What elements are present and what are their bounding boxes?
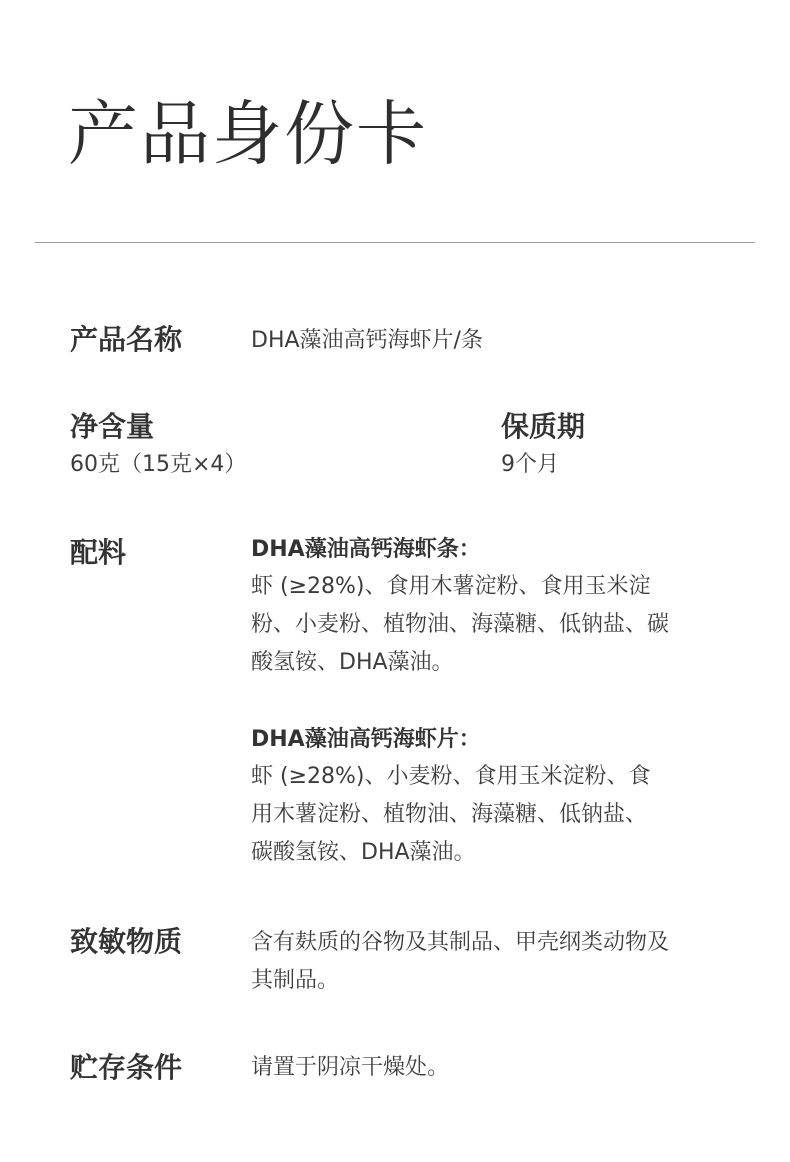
allergens-line: 其制品。 <box>251 968 340 993</box>
ingredients-chip-line: 虾 (≥28%)、小麦粉、食用玉米淀粉、食 <box>251 764 651 789</box>
title-divider <box>35 242 755 243</box>
ingredients-chip-list <box>251 758 651 872</box>
ingredients-strip-line: 粉、小麦粉、植物油、海藻糖、低钠盐、碳 <box>251 612 670 637</box>
ingredients-strip-line: 虾 (≥28%)、食用木薯淀粉、食用玉米淀 <box>251 574 651 599</box>
storage-label: 贮存条件 <box>70 1051 183 1084</box>
product-name-label: 产品名称 <box>70 323 183 356</box>
allergens-label: 致敏物质 <box>70 925 183 958</box>
allergens-value <box>251 924 669 1000</box>
ingredients-chip-line: 碳酸氢铵、DHA藻油。 <box>251 840 476 865</box>
page-title: 产品身份卡 <box>68 93 428 175</box>
shelf-life-label: 保质期 <box>501 410 586 443</box>
ingredients-strip-line: 酸氢铵、DHA藻油。 <box>251 650 454 675</box>
shelf-life-value: 9个月 <box>501 452 559 477</box>
product-name-value: DHA藻油高钙海虾片/条 <box>251 328 483 353</box>
net-content-label: 净含量 <box>70 410 155 443</box>
ingredients-chip-title: DHA藻油高钙海虾片： <box>251 727 481 752</box>
ingredients-strip-title: DHA藻油高钙海虾条： <box>251 537 481 562</box>
ingredients-strip-list <box>251 568 669 682</box>
ingredients-label: 配料 <box>70 536 127 569</box>
ingredients-chip-line: 用木薯淀粉、植物油、海藻糖、低钠盐、 <box>251 802 648 827</box>
net-content-value: 60克（15克×4） <box>70 452 247 477</box>
storage-value: 请置于阴凉干燥处。 <box>251 1055 450 1080</box>
allergens-line: 含有麸质的谷物及其制品、甲壳纲类动物及 <box>251 930 670 955</box>
